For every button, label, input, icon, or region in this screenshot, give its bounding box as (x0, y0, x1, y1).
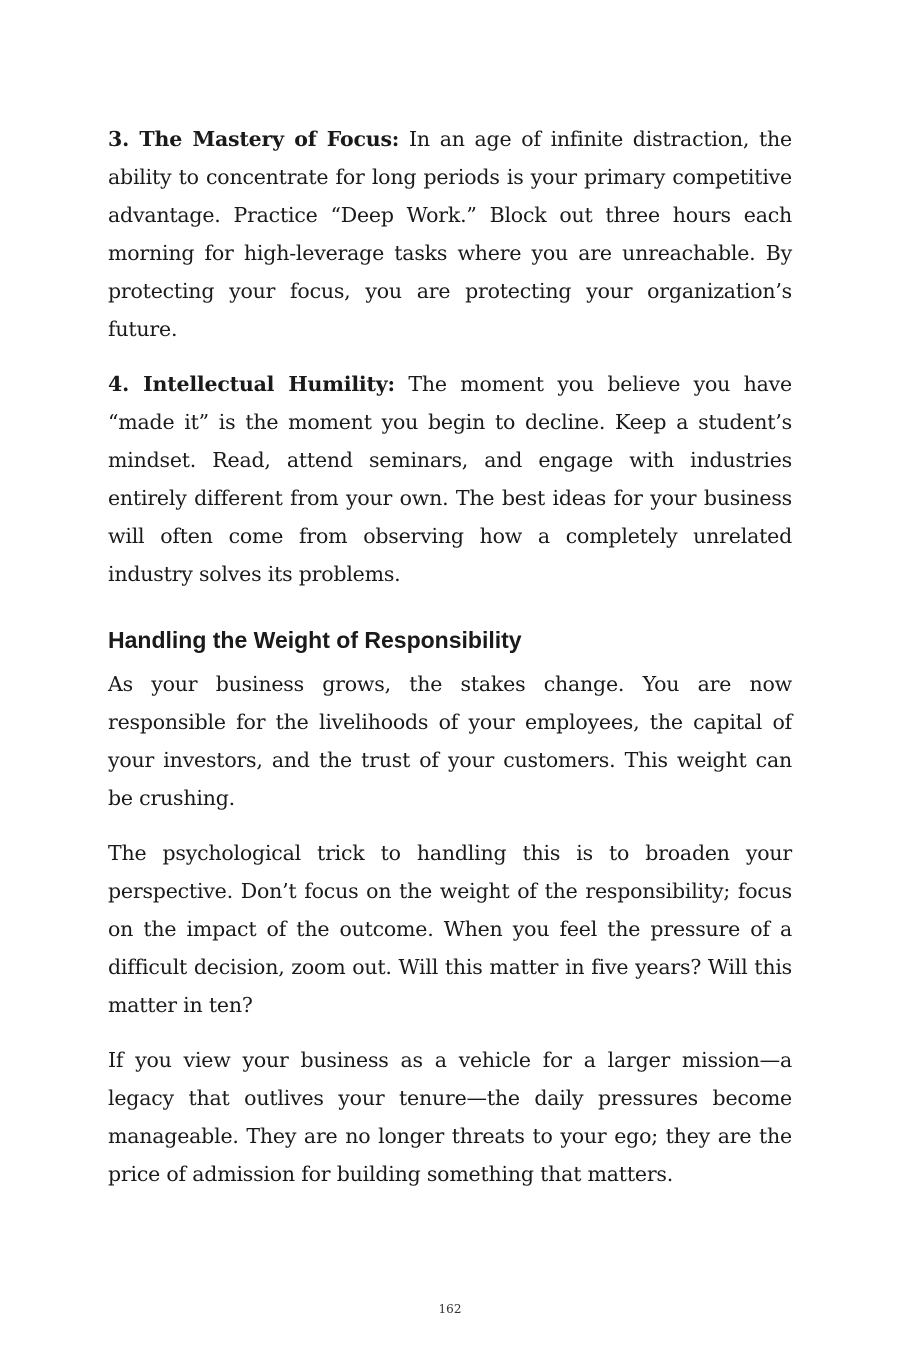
page-number: 162 (438, 1302, 462, 1316)
paragraph-psychological-trick: The psychological trick to handling this is to broaden your perspective. Don’t focus on the weight of the responsibility; focus on the impact of the outcome. When you feel the pressure of a difficult decision, zoom out. Will this matter in five years? Will this matter in ten? (108, 841, 792, 1017)
paragraph-text: In an age of infinite distraction, the ability to concentrate for long periods is your primary competitive advantage. Practice “Deep Work.” Block out three hours each morning for high-leverage tasks where you are unreachable. By protecting your focus, you are protecting your organization’s future. (108, 127, 792, 341)
paragraph-larger-mission: If you view your business as a vehicle for a larger mission—a legacy that outlives your tenure—the daily pressures become manageable. They are no longer threats to your ego; they are the price of admission for building something that matters. (108, 1048, 792, 1186)
paragraph-mastery-of-focus (108, 120, 792, 348)
paragraph-stakes-change: As your business grows, the stakes change. You are now responsible for the livelihoods of your employees, the capital of your investors, and the trust of your customers. This weight can be crushing. (108, 672, 792, 810)
paragraph-lead: 4. Intellectual Humility: (108, 372, 395, 396)
paragraph-text: The moment you believe you have “made it” is the moment you begin to decline. Keep a student’s mindset. Read, attend seminars, and engage with industries entirely different from your own. The best ideas for your business will often come from observing how a completely unrelated industry solves its problems. (108, 372, 792, 586)
section-heading: Handling the Weight of Responsibility (108, 627, 522, 653)
page-body (108, 120, 792, 1210)
paragraph-intellectual-humility (108, 365, 792, 593)
paragraph-lead: 3. The Mastery of Focus: (108, 127, 400, 151)
